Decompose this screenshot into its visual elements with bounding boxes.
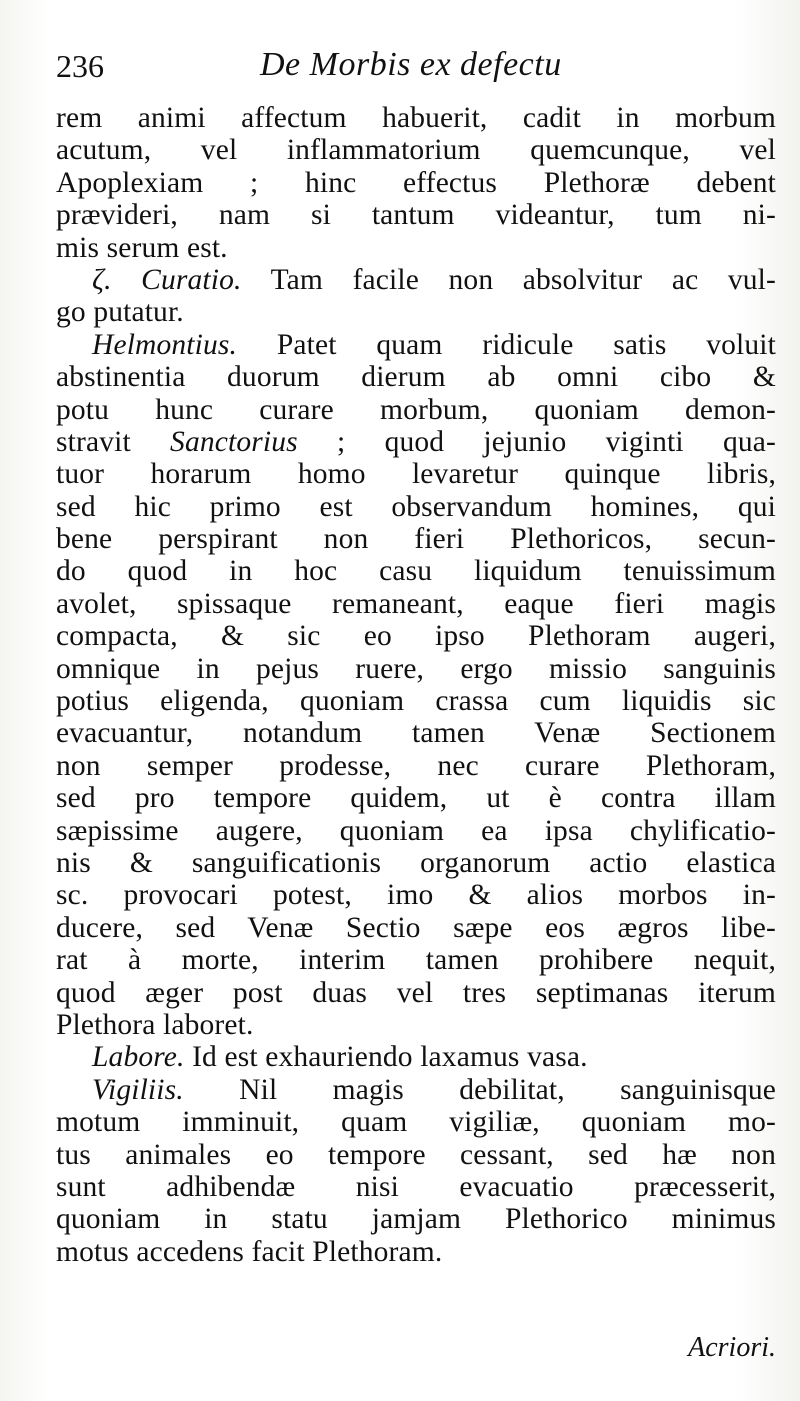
text-line: evacuantur, notandum tamen Venæ Sectionem	[56, 717, 776, 750]
section-line: Vigiliis. Nil magis debilitat, sanguinisque	[92, 1073, 776, 1106]
text-line: bene perspirant non fieri Plethoricos, secun-	[56, 523, 776, 556]
text-line: quoniam in statu jamjam Plethorico minimus	[56, 1203, 776, 1236]
text-line: tuor horarum homo levaretur quinque libris,	[56, 458, 776, 491]
section-heading: Labore.	[92, 1041, 185, 1074]
text-line: rat à morte, interim tamen prohibere nequit,	[56, 944, 776, 977]
running-title: De Morbis ex defectu	[260, 46, 562, 83]
section-line: ζ. Curatio. Tam facile non absolvitur ac vul-	[92, 263, 776, 296]
text-line: Apoplexiam ; hinc effectus Plethoræ debent	[56, 166, 776, 199]
author-name: Sanctorius	[170, 425, 298, 458]
text-line: motum imminuit, quam vigiliæ, quoniam mo-	[56, 1106, 776, 1139]
text-line: potu hunc curare morbum, quoniam demon-	[56, 393, 776, 426]
section-line: Helmontius. Patet quam ridicule satis voluit	[92, 328, 776, 361]
text-line: ducere, sed Venæ Sectio sæpe eos ægros libe-	[56, 911, 776, 944]
text-line: go putatur.	[56, 296, 184, 329]
text-line: nis & sanguificationis organorum actio elastica	[56, 846, 776, 879]
text-line: compacta, & sic eo ipso Plethoram augeri,	[56, 620, 776, 653]
text-line: stravit Sanctorius ; quod jejunio viginti qua-	[56, 425, 777, 458]
text-line: do quod in hoc casu liquidum tenuissimum	[56, 555, 776, 588]
section-line: Labore. Id est exhauriendo laxamus vasa.	[92, 1041, 588, 1074]
text-line: mis serum est.	[56, 231, 228, 264]
author-name: Helmontius.	[92, 328, 238, 361]
text-line: acutum, vel inflammatorium quemcunque, vel	[56, 134, 776, 167]
text-line: rem animi affectum habuerit, cadit in morbum	[56, 102, 776, 134]
text-line: sunt adhibendæ nisi evacuatio præcesserit,	[56, 1170, 776, 1203]
text-line: quod æger post duas vel tres septimanas iterum	[56, 976, 776, 1009]
running-head	[56, 42, 776, 98]
text-line: potius eligenda, quoniam crassa cum liquidis sic	[56, 685, 776, 718]
text-line: tus animales eo tempore cessant, sed hæ non	[56, 1138, 776, 1171]
text-line: Plethora laboret.	[56, 1008, 254, 1041]
catchword: Acriori.	[688, 1332, 776, 1363]
section-heading: ζ. Curatio.	[92, 263, 242, 296]
text-line: avolet, spissaque remaneant, eaque fieri magis	[56, 587, 776, 620]
text-line: prævideri, nam si tantum videantur, tum ni-	[56, 199, 776, 232]
text-line: non semper prodesse, nec curare Plethoram,	[56, 749, 776, 782]
section-heading: Vigiliis.	[92, 1073, 184, 1106]
text-line: sc. provocari potest, imo & alios morbos in-	[56, 879, 776, 912]
text-line: sæpissime augere, quoniam ea ipsa chylificatio-	[56, 814, 776, 847]
text-line: omnique in pejus ruere, ergo missio sanguinis	[56, 652, 776, 685]
page-number: 236	[56, 48, 104, 84]
text-line: sed pro tempore quidem, ut è contra illam	[56, 782, 776, 815]
body-text	[56, 102, 776, 1268]
text-line: abstinentia duorum dierum ab omni cibo &	[56, 361, 776, 394]
text-line: sed hic primo est observandum homines, qui	[56, 490, 776, 523]
text-line: motus accedens facit Plethoram.	[56, 1235, 443, 1268]
